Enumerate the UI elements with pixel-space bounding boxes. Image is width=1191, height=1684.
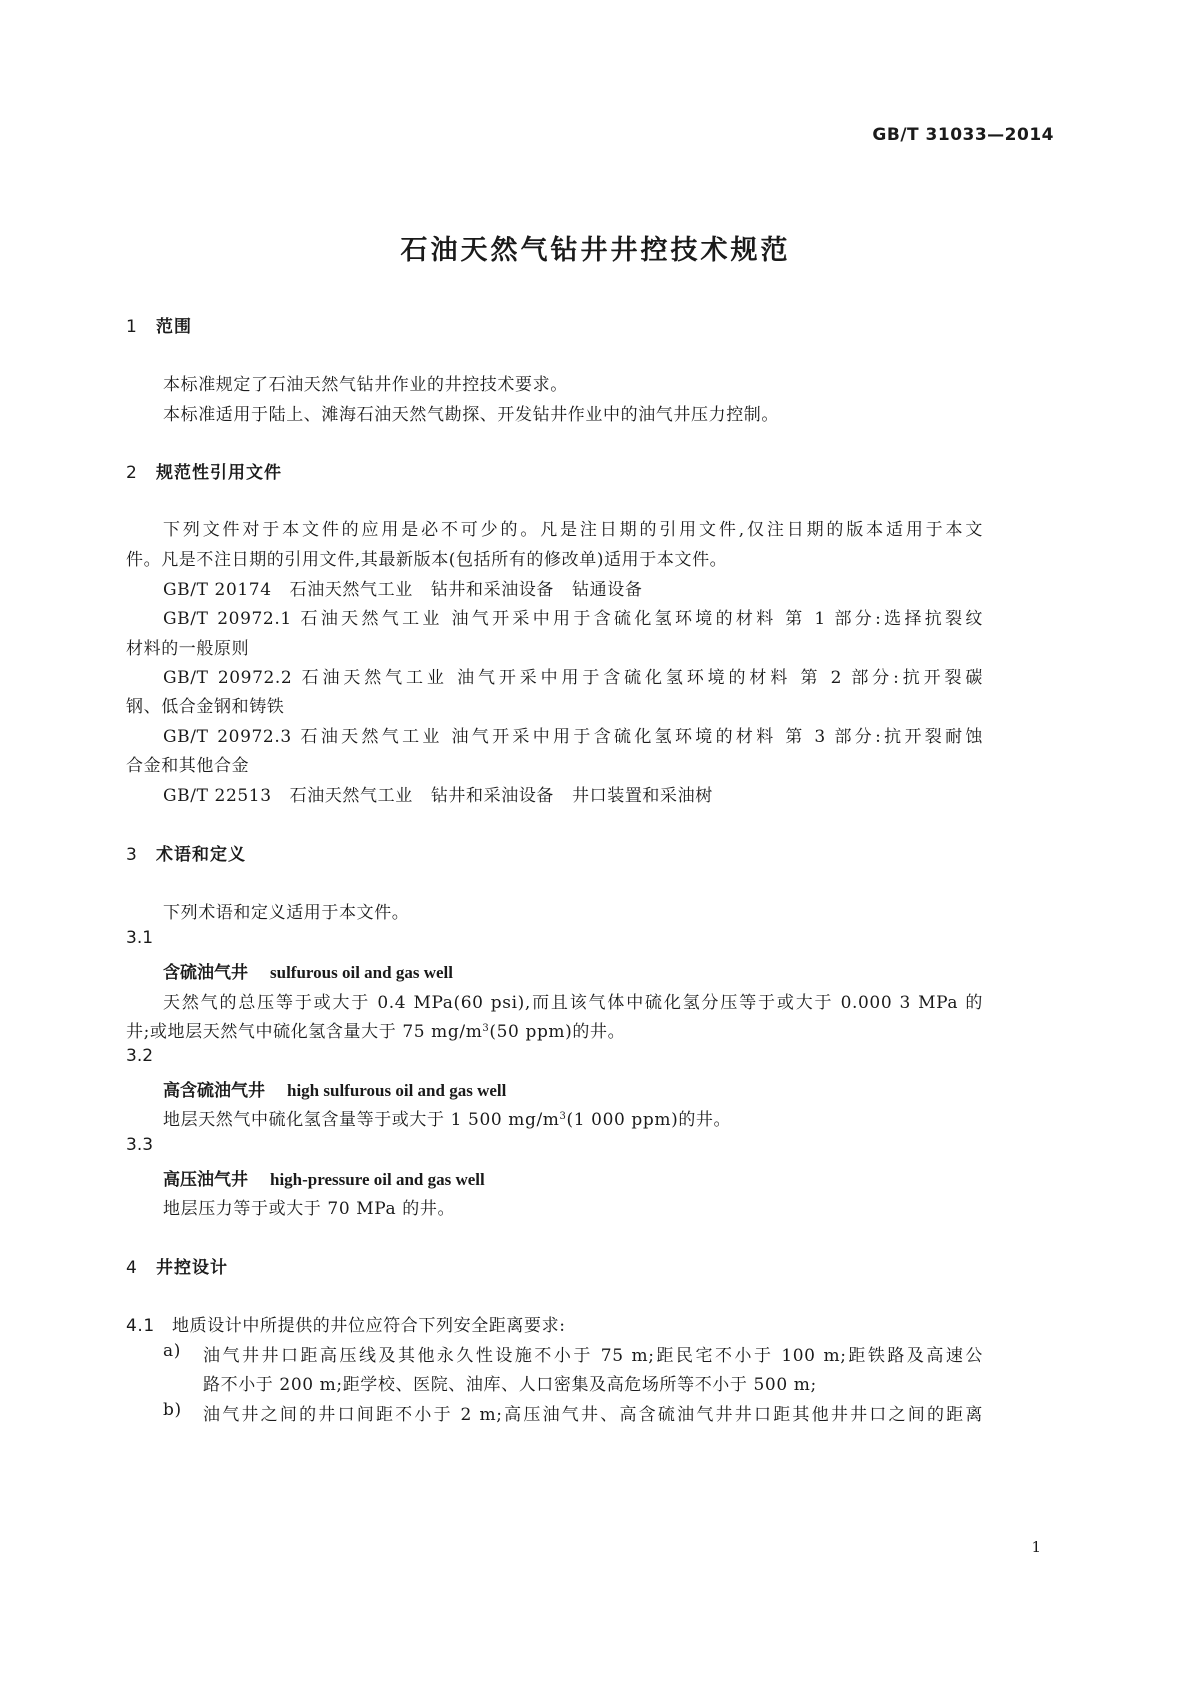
reference-part: 石油天然气工业 <box>300 727 443 747</box>
reference-part: 第 1 部分:选择抗裂纹 <box>785 609 984 629</box>
section-number: 2 <box>126 463 138 483</box>
standard-code: GB/T 31033—2014 <box>872 125 1054 145</box>
reference-code: GB/T 20174 <box>163 580 272 600</box>
reference-part: 油气开采中用于含硫化氢环境的材料 <box>457 668 792 688</box>
section-number: 1 <box>126 317 138 337</box>
reference-code: GB/T 22513 <box>163 786 272 806</box>
reference-part: 钻井和采油设备 <box>430 786 555 806</box>
list-item-text: 路不小于 200 m;距学校、医院、油库、人口密集及高危场所等不小于 500 m; <box>203 1375 817 1395</box>
term-heading <box>163 1076 506 1101</box>
section-3-heading <box>126 840 246 865</box>
reference-continuation: 合金和其他合金 <box>126 756 250 776</box>
term-english: high sulfurous oil and gas well <box>287 1081 507 1100</box>
section-number: 4 <box>126 1258 138 1278</box>
term-definition: 天然气的总压等于或大于 0.4 MPa(60 psi),而且该气体中硫化氢分压等于或大于 0.000 3 MPa 的 <box>163 993 983 1013</box>
section-title: 井控设计 <box>156 1258 228 1278</box>
term-number: 3.1 <box>126 928 154 948</box>
reference-code: GB/T 20972.1 <box>163 609 292 629</box>
term-heading <box>163 958 453 983</box>
term-english: high-pressure oil and gas well <box>270 1170 485 1189</box>
term-english: sulfurous oil and gas well <box>270 963 453 982</box>
term-number: 3.2 <box>126 1046 154 1066</box>
reference-entry <box>163 722 983 747</box>
section-1-heading <box>126 312 192 337</box>
list-item-text: 油气井之间的井口间距不小于 2 m;高压油气井、高含硫油气井井口距其他井井口之间的距离 <box>203 1405 983 1425</box>
term-heading <box>163 1165 485 1190</box>
term-chinese: 高含硫油气井 <box>163 1081 265 1101</box>
term-definition <box>126 1017 625 1042</box>
reference-part: 油气开采中用于含硫化氢环境的材料 <box>451 727 777 747</box>
reference-entry <box>163 604 983 629</box>
reference-continuation: 材料的一般原则 <box>126 639 250 659</box>
paragraph: 下列文件对于本文件的应用是必不可少的。凡是注日期的引用文件,仅注日期的版本适用于本文 <box>163 520 983 540</box>
term-chinese: 含硫油气井 <box>163 963 248 983</box>
reference-entry <box>163 781 713 806</box>
reference-code: GB/T 20972.3 <box>163 727 292 747</box>
reference-part: 第 3 部分:抗开裂耐蚀 <box>785 727 984 747</box>
reference-part: 第 2 部分:抗开裂碳 <box>800 668 983 688</box>
reference-part: 钻井和采油设备 <box>430 580 555 600</box>
page-number: 1 <box>1031 1538 1041 1556</box>
term-definition: 地层压力等于或大于 70 MPa 的井。 <box>163 1199 456 1219</box>
paragraph: 本标准适用于陆上、滩海石油天然气勘探、开发钻井作业中的油气井压力控制。 <box>163 405 779 425</box>
paragraph: 件。凡是不注日期的引用文件,其最新版本(包括所有的修改单)适用于本文件。 <box>126 550 728 570</box>
list-item-label: b) <box>163 1400 182 1420</box>
reference-part: 石油天然气工业 <box>289 580 413 600</box>
reference-continuation: 钢、低合金钢和铸铁 <box>126 697 285 717</box>
reference-entry <box>163 663 983 688</box>
definition-text: 井;或地层天然气中硫化氢含量大于 75 mg/m <box>126 1022 483 1042</box>
term-definition <box>163 1105 731 1130</box>
superscript: 3 <box>559 1111 567 1122</box>
reference-entry <box>163 575 642 600</box>
reference-code: GB/T 20972.2 <box>163 668 293 688</box>
document-title: 石油天然气钻井井控技术规范 <box>400 235 791 266</box>
clause-number: 4.1 <box>126 1316 155 1336</box>
paragraph: 本标准规定了石油天然气钻井作业的井控技术要求。 <box>163 375 568 395</box>
section-number: 3 <box>126 845 138 865</box>
clause-text: 地质设计中所提供的井位应符合下列安全距离要求: <box>172 1316 566 1336</box>
list-item-text: 油气井井口距高压线及其他永久性设施不小于 75 m;距民宅不小于 100 m;距铁路及高速公 <box>203 1346 983 1366</box>
section-title: 术语和定义 <box>156 845 246 865</box>
section-4-heading <box>126 1253 228 1278</box>
reference-part: 石油天然气工业 <box>300 609 443 629</box>
reference-part: 石油天然气工业 <box>289 786 413 806</box>
paragraph: 下列术语和定义适用于本文件。 <box>163 903 410 923</box>
section-2-heading <box>126 458 282 483</box>
definition-text: (50 ppm)的井。 <box>489 1022 626 1042</box>
reference-part: 井口装置和采油树 <box>572 786 713 806</box>
reference-part: 石油天然气工业 <box>301 668 448 688</box>
section-title: 规范性引用文件 <box>156 463 282 483</box>
reference-part: 油气开采中用于含硫化氢环境的材料 <box>451 609 777 629</box>
superscript: 3 <box>482 1023 490 1034</box>
section-title: 范围 <box>156 317 192 337</box>
list-item-label: a) <box>163 1341 181 1361</box>
definition-text: 地层天然气中硫化氢含量等于或大于 1 500 mg/m <box>163 1110 560 1130</box>
clause-4-1 <box>126 1311 566 1336</box>
term-chinese: 高压油气井 <box>163 1170 248 1190</box>
definition-text: (1 000 ppm)的井。 <box>566 1110 732 1130</box>
term-number: 3.3 <box>126 1135 154 1155</box>
reference-part: 钻通设备 <box>572 580 643 600</box>
